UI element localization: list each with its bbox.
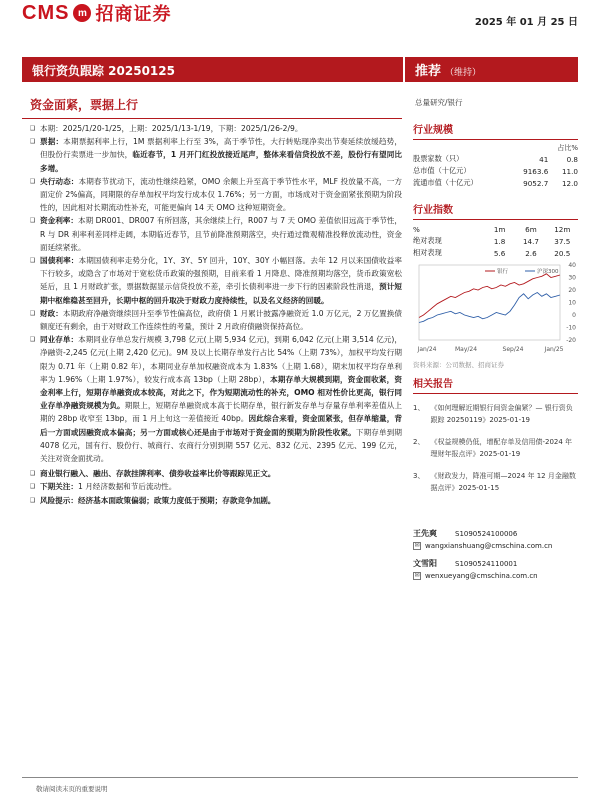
report-number: 1、 xyxy=(413,404,425,412)
author-email-row xyxy=(413,570,578,582)
scale-value: 9163.6 xyxy=(523,166,549,176)
paragraph-text: 下期关注： xyxy=(40,482,78,492)
index-header: % xyxy=(413,225,420,234)
author-id: S1090524110001 xyxy=(455,560,518,568)
report-number: 3、 xyxy=(413,472,425,480)
bullet-paragraph xyxy=(30,122,402,135)
industry-index-table xyxy=(413,224,578,259)
paragraph-text: 1 月经济数据和节后流动性。 xyxy=(77,482,177,492)
industry-index-title: 行业指数 xyxy=(413,201,578,220)
bullet-paragraph xyxy=(30,307,402,333)
related-reports-title: 相关报告 xyxy=(413,375,578,394)
author-block xyxy=(413,558,578,582)
author-name-row xyxy=(413,528,578,540)
bullet-paragraph xyxy=(30,333,402,465)
index-value: 5.6 xyxy=(493,248,506,258)
bullet-paragraph xyxy=(30,175,402,215)
footer-note: 敬请阅读末页的重要说明 xyxy=(36,785,108,793)
divider xyxy=(22,118,402,119)
scale-row xyxy=(413,177,578,189)
paragraph-text: 下期存单到期 4078 亿元，国有行、股份行、城商行、农商行分别到期 557 亿元、832 亿元、2395 亿元、199 亿元，关注对资金面扰动。 xyxy=(40,427,403,464)
bullet-square-icon: ❑ xyxy=(30,496,36,504)
bullet-paragraph xyxy=(30,254,402,307)
index-value: 20.5 xyxy=(554,248,571,258)
report-body xyxy=(30,122,402,507)
industry-chart xyxy=(413,259,578,369)
scale-pct: 11.0 xyxy=(561,166,578,176)
related-reports-list xyxy=(413,402,578,494)
related-report-link[interactable] xyxy=(413,402,578,426)
scale-label: 总市值（十亿元） xyxy=(413,166,471,175)
bullet-square-icon: ❑ xyxy=(30,309,36,317)
report-number: 2、 xyxy=(413,438,425,446)
bullet-square-icon: ❑ xyxy=(30,257,36,265)
y-tick-label: 40 xyxy=(568,262,576,269)
bullet-paragraph xyxy=(30,214,402,254)
scale-value: 9052.7 xyxy=(523,178,549,188)
index-line-chart xyxy=(413,259,578,354)
y-tick-label: -10 xyxy=(566,324,576,332)
legend-label: 银行 xyxy=(497,269,509,275)
bullet-square-icon: ❑ xyxy=(30,336,36,344)
author-name: 文雪阳 xyxy=(413,559,437,568)
scale-label: 流通市值（十亿元） xyxy=(413,178,478,187)
y-tick-label: 20 xyxy=(568,287,576,294)
company-logo xyxy=(22,2,171,24)
y-tick-label: 0 xyxy=(572,312,576,319)
paragraph-text: 期限上，短期存单融资成本高于长期存单，银行新发存单与存量存单利率差值从上期的 28bp 收窄至 13bp，而 1 月上旬这一差值接近 40bp。 xyxy=(40,401,402,424)
bullet-paragraph xyxy=(30,467,402,480)
report-text: 《权益规模仍低，增配存单及信用债-2024 年理财年报点评》2025-01-19 xyxy=(430,438,573,458)
page-subtitle: 资金面紧，票据上行 xyxy=(30,98,139,112)
industry-scale-table xyxy=(413,153,578,189)
paragraph-text: 本期国债利率走势分化，1Y、3Y、5Y 回升，10Y、30Y 小幅回落。去年 12 月以来国债收益率下行较多，或隐含了市场对于宽松货币政策的强预期，目前来看 1 月降息、降准预期均落空，货币政策宽松延后，且 1 月财政扩张，票据数据显示信贷投放不差，牵引长债利率进一步下行的因素阶段性消退， xyxy=(40,256,402,292)
bullet-square-icon: ❑ xyxy=(30,470,36,478)
bullet-paragraph xyxy=(30,480,402,493)
paragraph-text: 因此综合来看，资金面紧张，但存单缩量，背后一方面或因融资成本偏高；另一方面或核心还是由于市场对于资金面的预期为阶段性收紧。 xyxy=(40,414,402,437)
related-report-link[interactable] xyxy=(413,436,578,460)
paragraph-text: 经济基本面政策偏弱；政策力度低于预期；存款竞争加剧。 xyxy=(77,495,276,505)
email-icon: ✉ xyxy=(414,572,420,579)
paragraph-text: 国债利率： xyxy=(40,256,79,266)
report-date: 2025 年 01 月 25 日 xyxy=(474,17,578,28)
index-value: 14.7 xyxy=(522,236,539,246)
index-value: 2.6 xyxy=(525,248,537,258)
paragraph-text: 央行动态： xyxy=(40,176,79,186)
y-tick-label: 30 xyxy=(568,274,576,282)
index-label: 绝对表现 xyxy=(413,236,442,245)
paragraph-text: 临近春节，1 月开门红投放接近尾声，整体来看信贷投放不差，股份行有望同比多增。 xyxy=(40,150,402,173)
logo-mark-icon: m xyxy=(73,4,91,22)
footer-divider xyxy=(22,777,578,778)
logo-en: CMS xyxy=(22,1,70,24)
industry-scale-unit: 占比% xyxy=(557,144,578,152)
index-value: 1.8 xyxy=(493,236,506,246)
industry-scale-section xyxy=(413,121,578,189)
paragraph-text: 预计短期中枢维稳甚至回升，长期中枢的回升取决于财政力度持续性，以及名义经济的回暖。 xyxy=(40,282,403,305)
bullet-paragraph xyxy=(30,135,402,175)
x-tick-label: Jan/25 xyxy=(544,346,564,353)
email-icon: ✉ xyxy=(414,542,420,549)
author-email[interactable]: wangxianshuang@cmschina.com.cn xyxy=(425,542,553,550)
author-name-row xyxy=(413,558,578,570)
paragraph-text: 本期春节扰动下，流动性继续趋紧，OMO 余额上升至高于季节性水平，MLF 投放量不高，一方面定价 2%偏高，同期限的存单加权平均发行成本仅 1.76%；另一方面，市场成对于资金面紧张预期为阶段性的，因此相对长期流动性补充，可能更偏向 14 天 OMO 这种短期资金。 xyxy=(40,176,403,213)
paragraph-text: 本期存单大规模到期，资金面收紧，资金利率上行，短期存单融资成本较高，对此之下，作为短期流动性的补充，OMO 相对性价比更高，银行同业存单净融资规模为负。 xyxy=(40,374,402,411)
x-tick-label: Sep/24 xyxy=(502,346,524,353)
x-tick-label: Jan/24 xyxy=(417,346,437,353)
industry-scale-title: 行业规模 xyxy=(413,121,578,140)
scale-pct: 12.0 xyxy=(561,178,578,188)
paragraph-text: 票据： xyxy=(40,137,64,147)
paragraph-text: 本期 DR001、DR007 有所回落，其余继续上行，R007 与 7 天 OMO 差值依旧远高于季节性，R 与 DR 利率利差同样走阔，本期临近春节，且节前降准预期落空，央行通过微观精准投释放流动性，资金面延续紧张。 xyxy=(40,216,402,252)
x-tick-label: May/24 xyxy=(454,346,478,353)
rating-sub: （维持） xyxy=(445,68,482,78)
bullet-square-icon: ❑ xyxy=(30,177,36,185)
report-text: 《财政发力，降准可期—2024 年 12 月金融数据点评》2025-01-15 xyxy=(430,472,576,492)
series-line-bank xyxy=(419,274,560,318)
report-title-banner: 银行资负跟踪 20250125 xyxy=(22,57,403,82)
author-block xyxy=(413,528,578,552)
index-header: 1m xyxy=(493,225,506,234)
industry-index-section xyxy=(413,201,578,259)
scale-pct: 0.8 xyxy=(566,154,578,164)
scale-row xyxy=(413,165,578,177)
bullet-square-icon: ❑ xyxy=(30,125,36,132)
paragraph-text: 商业银行融入、融出、存款挂牌利率、债券收益率比价等跟踪见正文。 xyxy=(40,469,276,479)
report-category: 总量研究/银行 xyxy=(415,98,463,107)
index-row xyxy=(413,247,578,259)
paragraph-text: 本期：2025/1/20-1/25，上期：2025/1/13-1/19，下期：2025/1/26-2/9。 xyxy=(40,124,303,133)
logo-cn: 招商证券 xyxy=(95,4,172,25)
bullet-square-icon: ❑ xyxy=(30,138,36,146)
paragraph-text: 本期同业存单总发行规模 3,798 亿元(上期 5,934 亿元)，到期 6,042 亿元(上期 3,514 亿元)，净融资-2,245 亿元(上期 2,420 亿元)。9M 及以上长期存单发行占比 54%（上期 73%），加权平均发行期限为 0.71 年（上期 0.82 年），本期同业存单加权融资成本为 1.83%（上期 1.68），期末加权平均存单利率为 1.96%（上期 1.97%），较发行成本高 13bp（上期 28bp）， xyxy=(40,335,402,384)
authors-section xyxy=(413,528,578,588)
chart-source: 资料来源：公司数据、招商证券 xyxy=(413,361,504,369)
paragraph-text: 本期票据利率上行，1M 票据利率上行至 3%，高于季节性，大行转贴现净卖出节奏延续放缓趋势，但股份行卖票进一步加快， xyxy=(40,137,402,160)
scale-row xyxy=(413,153,578,165)
series-line-csi300 xyxy=(419,293,560,323)
bullet-square-icon: ❑ xyxy=(30,483,36,491)
author-id: S1090524100006 xyxy=(455,530,518,538)
rating-banner xyxy=(405,57,578,82)
paragraph-text: 同业存单： xyxy=(40,335,79,345)
bullet-paragraph xyxy=(30,494,402,507)
author-email[interactable]: wenxueyang@cmschina.com.cn xyxy=(425,572,538,580)
index-value: 37.5 xyxy=(554,236,571,246)
y-tick-label: 10 xyxy=(568,299,576,307)
related-report-link[interactable] xyxy=(413,470,578,494)
author-name: 王先爽 xyxy=(413,529,437,538)
rating: 推荐 xyxy=(415,64,442,79)
paragraph-text: 资金利率： xyxy=(40,216,78,226)
scale-value: 41 xyxy=(539,154,549,164)
index-label: 相对表现 xyxy=(413,248,442,257)
bullet-square-icon: ❑ xyxy=(30,217,36,225)
index-row xyxy=(413,235,578,247)
paragraph-text: 财政： xyxy=(40,308,63,318)
index-header: 6m xyxy=(525,225,537,234)
paragraph-text: 本期政府净融资继续回升至季节性偏高位，政府债 1 月累计披露净融资近 1.0 万亿元，2 万亿置换债额度还有剩余，由于对财政工作连续性的考量，预计 2 月政府债融资保持高位。 xyxy=(40,308,402,332)
y-tick-label: -20 xyxy=(566,337,576,344)
author-email-row xyxy=(413,540,578,552)
legend-label: 沪深300 xyxy=(537,269,559,275)
related-reports-section xyxy=(413,375,578,504)
paragraph-text: 风险提示： xyxy=(40,495,78,505)
scale-label: 股票家数（只） xyxy=(413,154,464,163)
index-header: 12m xyxy=(554,225,571,234)
report-text: 《如何理解近期银行间资金偏紧？— 银行资负跟踪 20250119》2025-01-19 xyxy=(430,404,573,424)
